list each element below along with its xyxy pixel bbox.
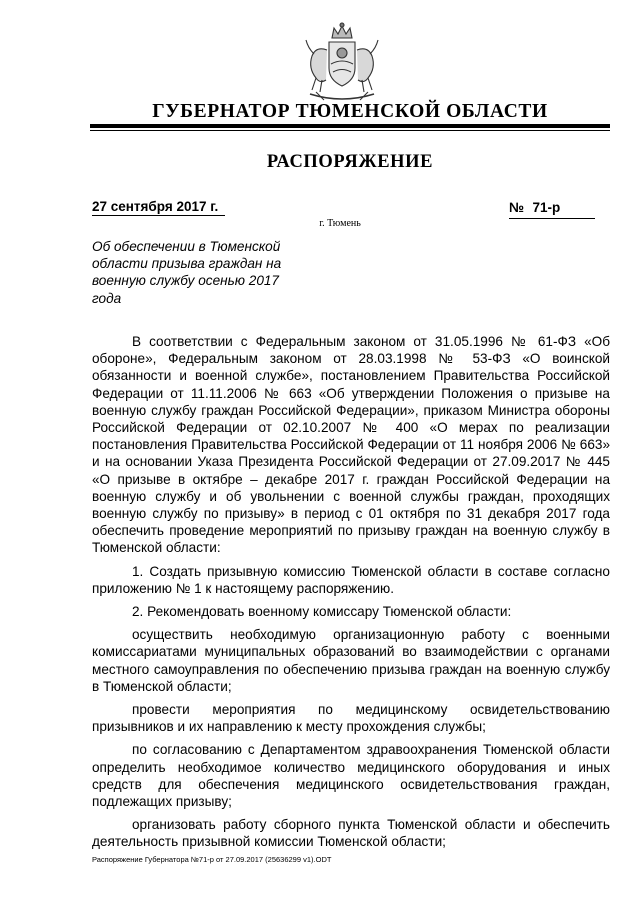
body-paragraph: организовать работу сборного пункта Тюменской области и обеспечить деятельность призывной комиссии Тюменской области;	[92, 817, 610, 850]
body-paragraph: 2. Рекомендовать военному комиссару Тюменской области:	[132, 604, 512, 620]
body-paragraph: по согласованию с Департаментом здравоохранения Тюменской области определить необходимое количество медицинского оборудования и иных средств для обеспечения медицинского освидетельствования граждан, подлежащих призыву;	[92, 742, 610, 810]
document-subject: Об обеспечении в Тюменской области призыва граждан на военную службу осенью 2017 года	[92, 239, 282, 306]
document-footer: Распоряжение Губернатора №71-р от 27.09.2017 (25636299 v1).ODT	[92, 855, 332, 864]
header-rule-thick	[90, 124, 610, 128]
body-paragraph: провести мероприятия по медицинскому освидетельствованию призывников и их направлению к месту прохождения службы;	[92, 702, 610, 735]
number-value: 71-р	[532, 200, 561, 215]
document-type: РАСПОРЯЖЕНИЕ	[266, 152, 434, 172]
page-title: ГУБЕРНАТОР ТЮМЕНСКОЙ ОБЛАСТИ	[152, 101, 548, 122]
document-body	[92, 333, 610, 857]
body-paragraph: 1. Создать призывную комиссию Тюменской области в составе согласно приложению № 1 к настоящему распоряжению.	[92, 563, 610, 596]
document-city: г. Тюмень	[319, 218, 361, 229]
body-paragraph: осуществить необходимую организационную работу с военными комиссариатами муниципальных образований во взаимодействии с органами местного самоуправления по обеспечению призыва граждан на военную службу в Тюменской области;	[92, 627, 610, 694]
document-date: 27 сентября 2017 г.	[92, 199, 225, 216]
number-sign: №	[509, 200, 525, 215]
body-paragraph: В соответствии с Федеральным законом от 31.05.1996 № 61-ФЗ «Об обороне», Федеральным законом от 28.03.1998 № 53-ФЗ «О воинской обязанности и военной службе», постановлением Правительства Российской Федерации от 11.11.2006 № 663 «Об утверждении Положения о призыве на военную службу граждан Российской Федерации», приказом Министра обороны Российской Федерации от 02.10.2007 № 400 «О мерах по реализации постановления Правительства Российской Федерации от 11 ноября 2006 № 663» и на основании Указа Президента Российской Федерации от 27.09.2017 № 445 «О призыве в октябре – декабре 2017 г. граждан Российской Федерации на военную службу и об увольнении с военной службы граждан, проходящих военную службу по призыву» в период с 01 октября по 31 декабря 2017 года обеспечить проведение мероприятий по призыву граждан на военную службу в Тюменской области:	[92, 334, 610, 556]
document-number	[509, 199, 595, 219]
coat-of-arms-icon	[296, 20, 388, 106]
header-rule-thin	[90, 130, 610, 131]
